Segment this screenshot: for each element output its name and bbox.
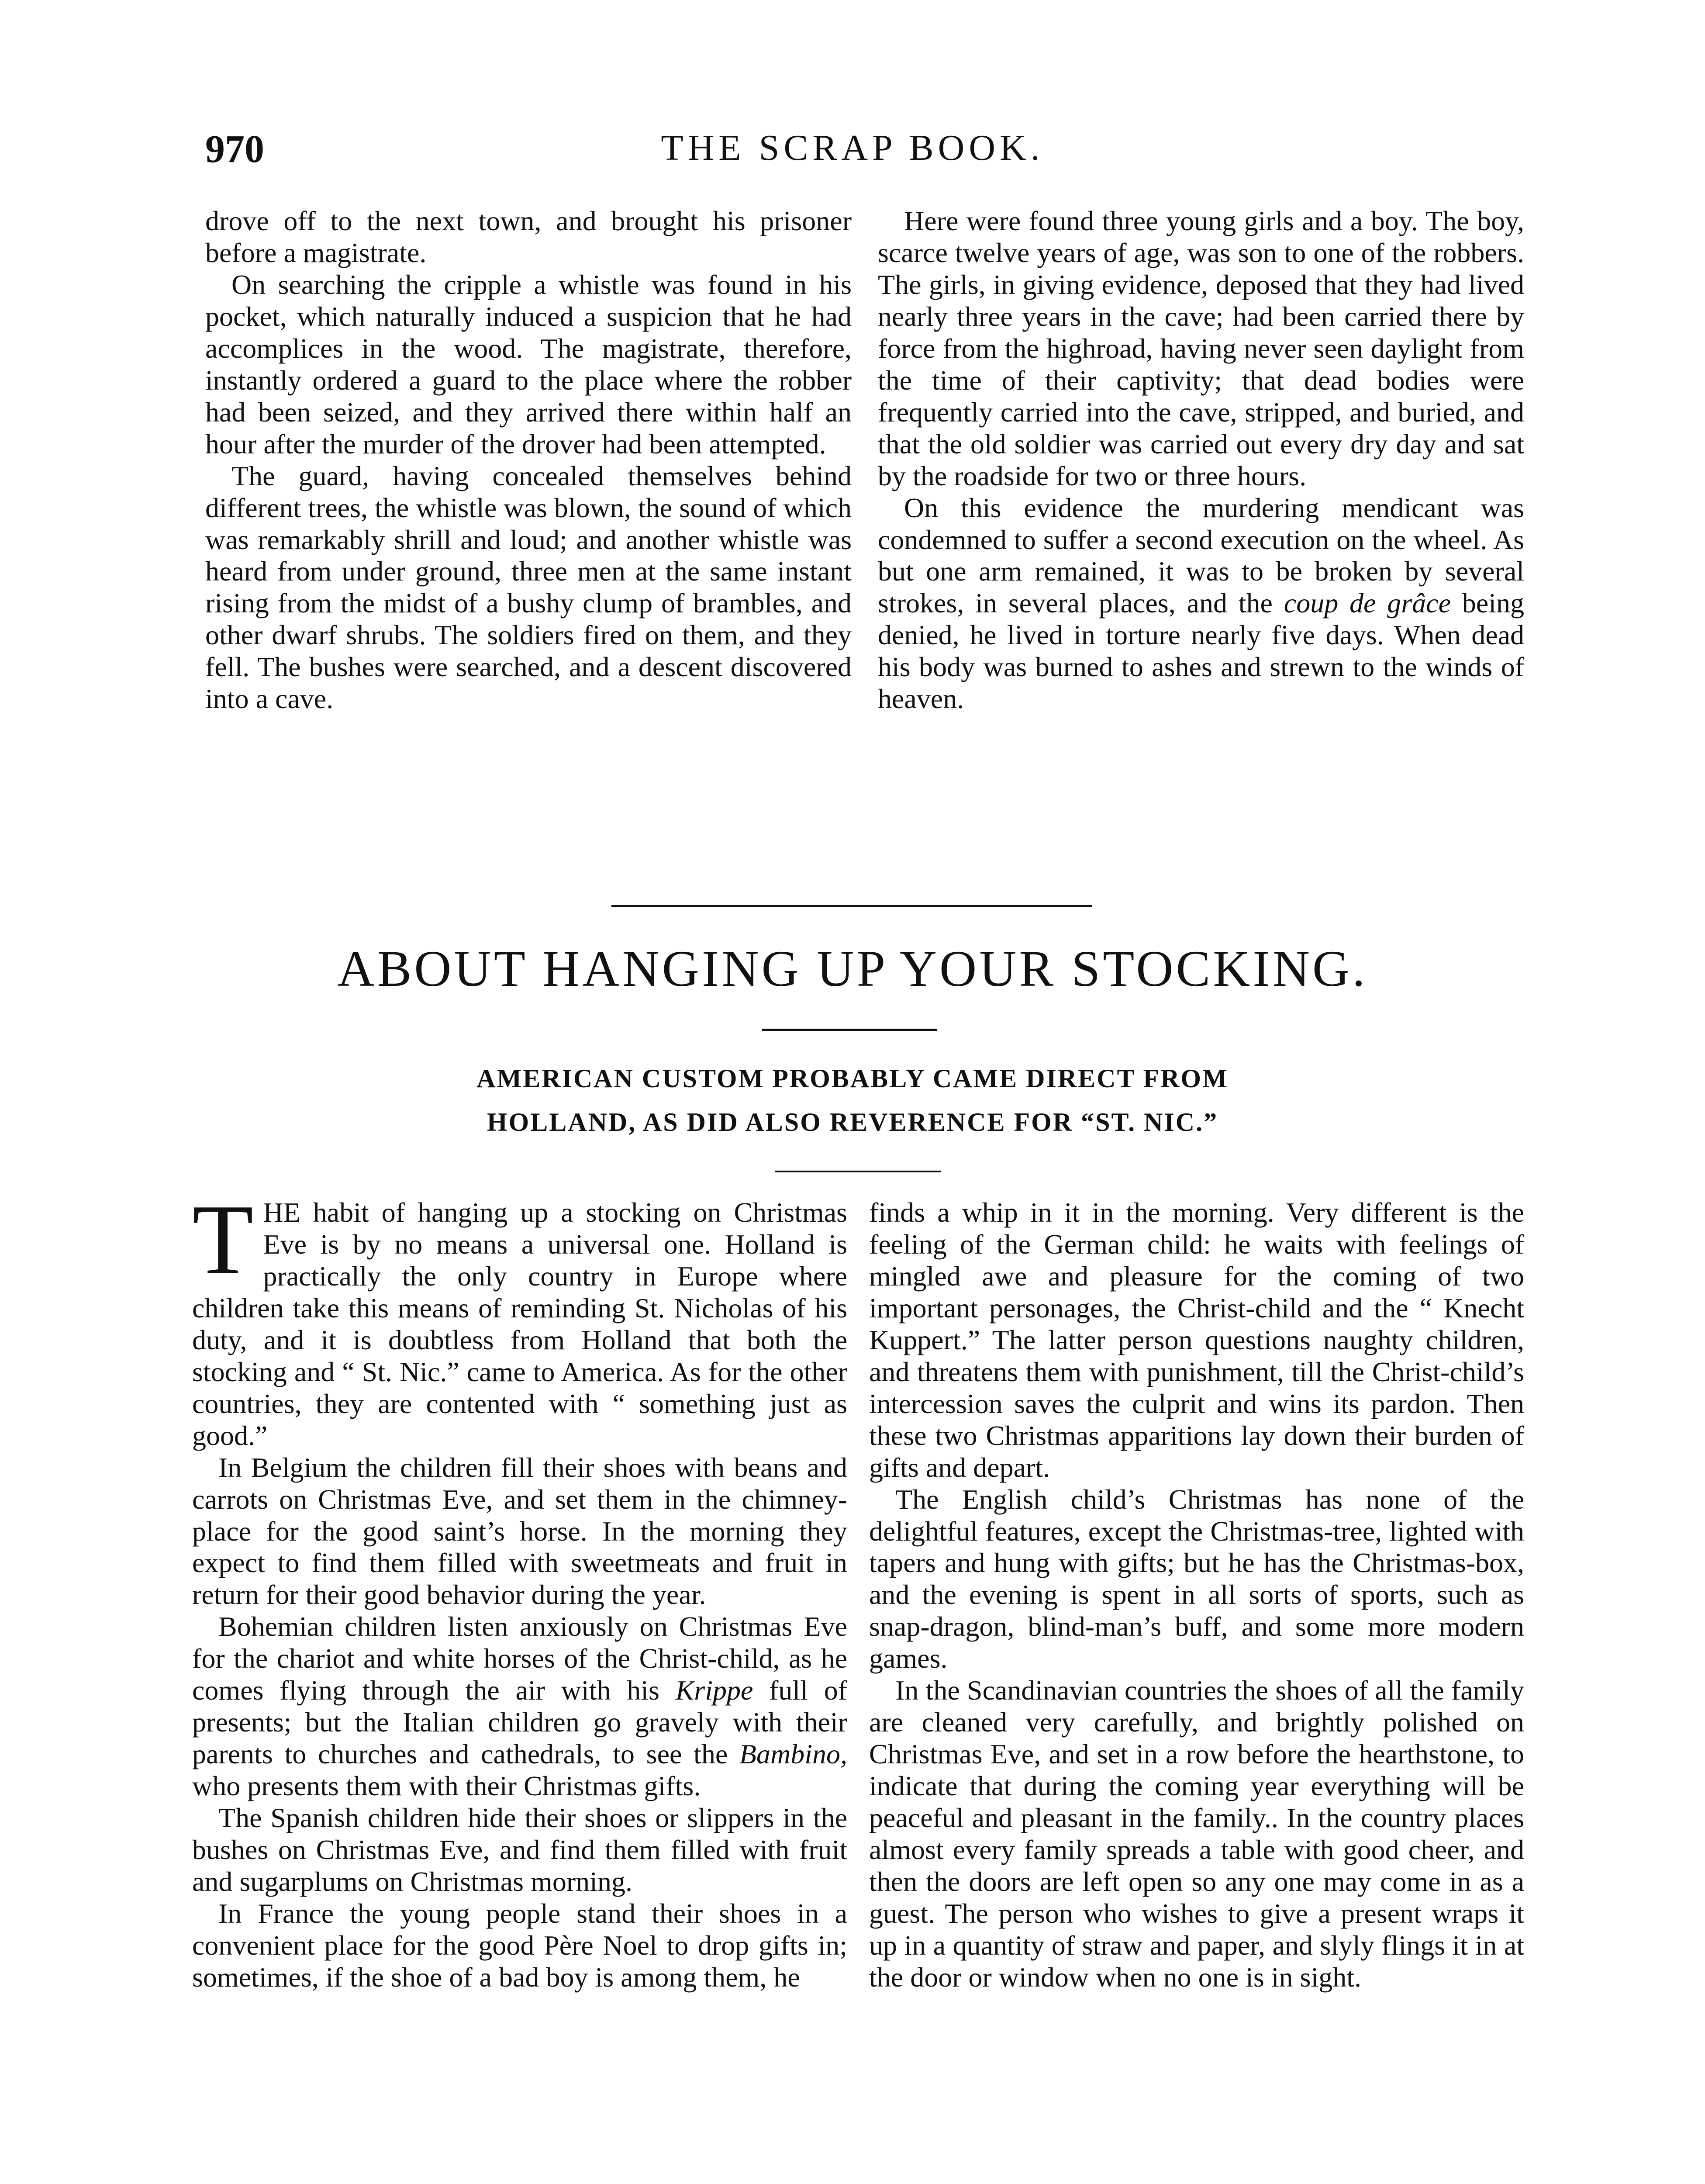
paragraph: The English child’s Christmas has none of the delightful features, except the Christmas-tree, lighted with tapers and hung with gifts; but he has the Christmas-box, and the evening is spent in all sorts of sports, such as snap-dragon, blind-man’s buff, and some more modern games.	[869, 1483, 1524, 1674]
paragraph	[192, 1611, 847, 1802]
drop-cap: T	[192, 1184, 254, 1295]
paragraph: In Belgium the children fill their shoes with beans and carrots on Christmas Eve, and set them in the chimney-place for the good saint’s horse. In the morning they expect to find them filled with sweetmeats and fruit in return for their good behavior during the year.	[192, 1451, 847, 1610]
article-subtitle-line-1: AMERICAN CUSTOM PROBABLY CAME DIRECT FROM	[476, 1064, 1229, 1093]
running-head: THE SCRAP BOOK.	[661, 128, 1044, 168]
paragraph: The guard, having concealed themselves behind different trees, the whistle was blown, the sound of which was remarkably shrill and loud; and another whistle was heard from under ground, three men at the same instant rising from the midst of a bushy clump of brambles, and other dwarf shrubs. The soldiers fired on them, and they fell. The bushes were searched, and a descent discovered into a cave.	[205, 460, 852, 715]
page-header	[0, 127, 1705, 179]
paragraph: The Spanish children hide their shoes or slippers in the bushes on Christmas Eve, and find them filled with fruit and sugarplums on Christmas morning.	[192, 1802, 847, 1897]
text-run: Bohemian children listen anxiously on Christmas Eve for the chariot and white horses of the Christ-child, as he comes flying through the air with his	[192, 1611, 847, 1706]
paragraph: In France the young people stand their shoes in a convenient place for the good Père Noel to drop gifts in; sometimes, if the shoe of a bad boy is among them, he	[192, 1897, 847, 1993]
text-run: HE habit of hanging up a stocking on Christmas Eve is by no means a universal one. Holland is practically the only country in Europe where children take this means of reminding St. Nicholas of his duty, and it is doubtless from Holland that both the stocking and “ St. Nic.” came to America. As for the other countries, they are contented with “ something just as good.”	[192, 1197, 847, 1451]
top-right-column	[878, 205, 1524, 715]
top-article-columns	[205, 205, 1524, 715]
article-title: ABOUT HANGING UP YOUR STOCKING.	[337, 940, 1368, 997]
text-run: who presents them with their Christmas gifts.	[192, 1770, 701, 1802]
top-left-column	[205, 205, 852, 715]
paragraph: drove off to the next town, and brought his prisoner before a magistrate.	[205, 205, 852, 268]
section-divider	[611, 905, 1092, 907]
subtitle-rule	[775, 1171, 941, 1172]
article-subtitle-line-2: HOLLAND, AS DID ALSO REVERENCE FOR “ST. NIC.”	[487, 1108, 1218, 1137]
article-left-column	[192, 1184, 848, 1994]
paragraph: Here were found three young girls and a boy. The boy, scarce twelve years of age, was son to one of the robbers. The girls, in giving evidence, deposed that they had lived nearly three years in the cave; had been carried there by force from the highroad, having never seen daylight from the time of their captivity; that dead bodies were frequently carried into the cave, stripped, and buried, and that the old soldier was carried out every dry day and sat by the roadside for two or three hours.	[878, 205, 1524, 491]
paragraph	[192, 1184, 847, 1452]
paragraph: In the Scandinavian countries the shoes of all the family are cleaned very carefully, and brightly polished on Christmas Eve, and set in a row before the hearthstone, to indicate that during the coming year everything will be peaceful and pleasant in the family.. In the country places almost every family spreads a table with good cheer, and then the doors are left open so any one may come in as a guest. The person who wishes to give a present wraps it up in a quantity of straw and paper, and slyly flings it in at the door or window when no one is in sight.	[869, 1675, 1524, 1993]
text-run: being denied, he lived in torture nearly five days. When dead his body was burned to ashes and strewn to the winds of heaven.	[878, 587, 1525, 715]
paragraph: finds a whip in it in the morning. Very different is the feeling of the German child: he waits with feelings of mingled awe and pleasure for the coming of two important personages, the Christ-child and the “ Knecht Kuppert.” The latter person questions naughty children, and threatens them with punishment, till the Christ-child’s intercession saves the culprit and wins its pardon. Then these two Christmas apparitions lay down their burden of gifts and depart.	[869, 1197, 1524, 1483]
page-number: 970	[205, 128, 264, 171]
text-run: full of presents; but the Italian children go gravely with their parents to churches and cathedrals, to see the	[192, 1675, 848, 1770]
italic-phrase: coup de grâce	[1284, 587, 1451, 619]
article-columns	[192, 1184, 1524, 1994]
italic-word: Krippe	[675, 1675, 753, 1706]
paragraph: On searching the cripple a whistle was found in his pocket, which naturally induced a suspicion that he had accomplices in the wood. The magistrate, therefore, instantly ordered a guard to the place where the robber had been seized, and they arrived there within half an hour after the murder of the drover had been attempted.	[205, 269, 852, 460]
paragraph	[878, 492, 1524, 715]
text-run: On this evidence the murdering mendicant was condemned to suffer a second execution on the wheel. As but one arm remained, it was to be broken by several strokes, in several places, and the	[878, 492, 1524, 619]
article-right-column	[869, 1197, 1524, 1994]
title-rule	[762, 1029, 937, 1031]
italic-word: Bambino,	[739, 1738, 847, 1770]
